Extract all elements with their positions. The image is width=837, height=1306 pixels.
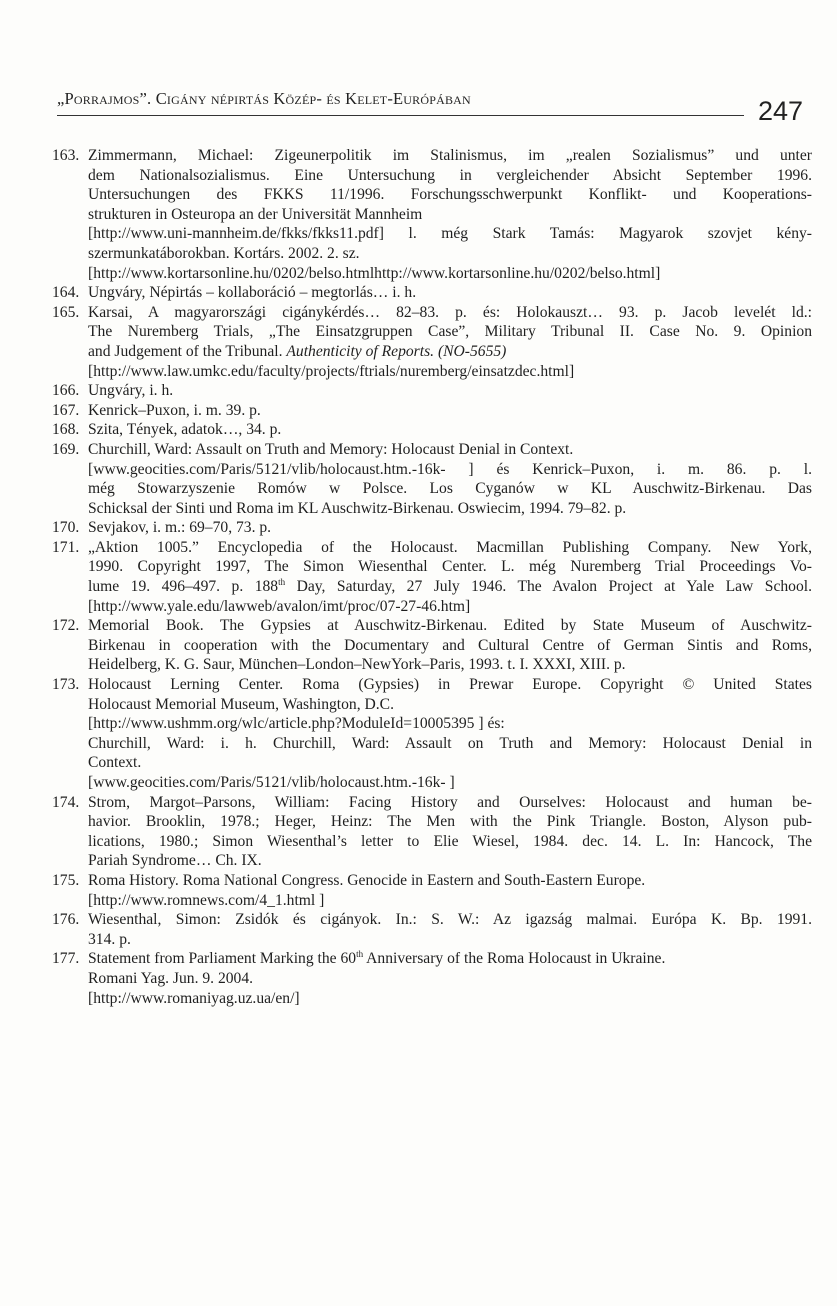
endnote-line-text: Roma History. Roma National Congress. Genocide in Eastern and South-Eastern Europe.	[88, 871, 646, 889]
endnote-line	[88, 224, 812, 244]
endnote-line-text: Statement from Parliament Marking the 60	[88, 950, 357, 968]
endnote-text	[88, 401, 812, 421]
endnote-line	[88, 832, 812, 852]
endnote	[52, 871, 812, 910]
endnote-italic-title: Authenticity of Reports. (NO-5655)	[286, 342, 507, 360]
endnote-line-text: szermunkatáborokban. Kortárs. 2002. 2. sz.	[88, 244, 360, 262]
endnote-line	[88, 557, 812, 577]
endnote-number: 172.	[52, 617, 80, 635]
endnotes-list	[52, 146, 812, 1008]
endnote	[52, 146, 812, 283]
endnote-text	[88, 303, 812, 381]
endnote-line-text: [www.geocities.com/Paris/5121/vlib/holocaust.htm.-16k- ] és Kenrick–Puxon, i. m. 86. p. l.	[88, 460, 812, 478]
endnote-number: 175.	[52, 871, 80, 889]
endnote	[52, 793, 812, 871]
endnote-line-text: [www.geocities.com/Paris/5121/vlib/holocaust.htm.-16k- ]	[88, 774, 455, 791]
endnote-line	[88, 264, 812, 284]
endnote-line	[88, 910, 812, 930]
endnote-text	[88, 949, 812, 1008]
endnote-number: 164.	[52, 284, 80, 302]
endnote	[52, 616, 812, 675]
endnote-line	[88, 342, 812, 362]
endnote-line	[88, 381, 812, 401]
endnote-line	[88, 420, 812, 440]
endnote-line-text: strukturen in Osteuropa an der Universität Mannheim	[88, 205, 423, 223]
endnote-line-text: lications, 1980.; Simon Wiesenthal’s letter to Elie Wiesel, 1984. dec. 14. L. In: Hancock, The	[88, 832, 812, 850]
endnote-line-text: [http://www.romnews.com/4_1.html ]	[88, 891, 325, 909]
endnote-text	[88, 871, 812, 910]
endnote-line-text: [http://www.kortarsonline.hu/0202/belso.htmlhttp://www.kortarsonline.hu/0202/belso.html]	[88, 264, 661, 282]
endnote-line-text: Holocaust Memorial Museum, Washington, D.C.	[88, 695, 394, 713]
endnote-line	[88, 479, 812, 499]
endnote-text	[88, 793, 812, 871]
endnote-line-text: The Nuremberg Trials, „The Einsatzgruppen Case”, Military Tribunal II. Case No. 9. Opinion	[88, 323, 812, 341]
endnote-line-text: Anniversary of the Roma Holocaust in Ukraine.	[363, 950, 666, 968]
endnote-line	[88, 675, 812, 695]
endnote-line	[88, 812, 812, 832]
header-rule	[57, 115, 744, 116]
endnote-line	[88, 969, 812, 989]
endnote-line-text: Strom, Margot–Parsons, William: Facing History and Ourselves: Holocaust and human be-	[88, 793, 812, 811]
endnote	[52, 518, 812, 538]
page-number: 247	[758, 96, 804, 126]
endnote-line	[88, 362, 812, 382]
endnote-line	[88, 930, 812, 950]
endnote-text	[88, 518, 812, 538]
endnote-line-text: Sevjakov, i. m.: 69–70, 73. p.	[88, 519, 272, 537]
endnote-text	[88, 283, 812, 303]
endnote-line	[88, 734, 812, 754]
endnote-line	[88, 616, 812, 636]
endnote-number: 169.	[52, 440, 80, 458]
endnote-line	[88, 851, 812, 871]
endnote-text	[88, 381, 812, 401]
endnote-line-text: Karsai, A magyarországi cigánykérdés… 82–83. p. és: Holokauszt… 93. p. Jacob levelét ld.:	[88, 303, 812, 321]
endnote-line	[88, 891, 812, 911]
endnote-line-text: Szita, Tények, adatok…, 34. p.	[88, 421, 282, 439]
endnote-line-text: Romani Yag. Jun. 9. 2004.	[88, 969, 254, 987]
endnote-line-text: [http://www.ushmm.org/wlc/article.php?ModuleId=10005395 ] és:	[88, 715, 505, 733]
endnote-line-text: Day, Saturday, 27 July 1946. The Avalon Project at Yale Law School.	[285, 578, 812, 596]
endnote-line-text: Untersuchungen des FKKS 11/1996. Forschungsschwerpunkt Konflikt- und Kooperations-	[88, 186, 812, 204]
endnote-line	[88, 636, 812, 656]
endnote-line	[88, 577, 812, 597]
endnote-number: 177.	[52, 950, 80, 968]
ordinal-superscript: th	[356, 949, 364, 960]
endnote-line-text: Heidelberg, K. G. Saur, München–London–NewYork–Paris, 1993. t. I. XXXI, XIII. p.	[88, 656, 626, 674]
endnote-line-text: Churchill, Ward: Assault on Truth and Memory: Holocaust Denial in Context.	[88, 440, 574, 458]
endnote-line	[88, 793, 812, 813]
endnote-line	[88, 244, 812, 264]
endnote-line	[88, 185, 812, 205]
endnote-text	[88, 440, 812, 518]
endnote	[52, 949, 812, 1008]
endnote-line-text: Pariah Syndrome… Ch. IX.	[88, 852, 262, 870]
endnote-line	[88, 753, 812, 773]
endnote-line	[88, 773, 812, 793]
endnote	[52, 381, 812, 401]
endnote-line-text: [http://www.law.umkc.edu/faculty/projects/ftrials/nuremberg/einsatzdec.html]	[88, 362, 575, 380]
endnote-line	[88, 499, 812, 519]
endnote-line	[88, 146, 812, 166]
endnote-text	[88, 910, 812, 949]
endnote-number: 173.	[52, 676, 80, 694]
endnote-line-text: [http://www.uni-mannheim.de/fkks/fkks11.pdf] l. még Stark Tamás: Magyarok szovjet kény-	[88, 225, 812, 243]
running-title: „Porrajmos”. Cigány népirtás Közép- és Kelet-Európában	[57, 89, 471, 108]
endnote-line	[88, 322, 812, 342]
endnote	[52, 910, 812, 949]
endnote-line	[88, 460, 812, 480]
endnote-line-text: Context.	[88, 754, 142, 772]
endnote	[52, 303, 812, 381]
endnote-text	[88, 420, 812, 440]
endnote-line-text: [http://www.yale.edu/lawweb/avalon/imt/proc/07-27-46.htm]	[88, 597, 471, 615]
endnote-line-text: Memorial Book. The Gypsies at Auschwitz-Birkenau. Edited by State Museum of Auschwitz-	[88, 617, 812, 635]
endnote-line-text: lume 19. 496–497. p. 188	[88, 578, 279, 596]
endnote-line-text: Churchill, Ward: i. h. Churchill, Ward: Assault on Truth and Memory: Holocaust Denial in	[88, 734, 812, 752]
endnote-line-text: [http://www.romaniyag.uz.ua/en/]	[88, 989, 300, 1007]
endnote-line	[88, 714, 812, 734]
endnote-line	[88, 655, 812, 675]
endnote-line-text: Kenrick–Puxon, i. m. 39. p.	[88, 401, 261, 419]
endnote	[52, 283, 812, 303]
endnote-number: 163.	[52, 147, 80, 164]
endnote-line	[88, 283, 812, 303]
endnote	[52, 538, 812, 616]
endnote-number: 168.	[52, 421, 80, 439]
endnote-line-text: Schicksal der Sinti und Roma im KL Auschwitz-Birkenau. Oswiecim, 1994. 79–82. p.	[88, 499, 627, 517]
endnote-line	[88, 401, 812, 421]
endnote-number: 176.	[52, 911, 80, 929]
endnote-line-text: 1990. Copyright 1997, The Simon Wiesenthal Center. L. még Nuremberg Trial Proceedings Vo-	[88, 558, 812, 576]
endnote-line	[88, 303, 812, 323]
endnote-line-text: „Aktion 1005.” Encyclopedia of the Holocaust. Macmillan Publishing Company. New York,	[88, 538, 812, 556]
endnote-text	[88, 616, 812, 675]
endnote-line-text: Birkenau in cooperation with the Documentary and Cultural Centre of German Sintis and Roms,	[88, 636, 812, 654]
endnote	[52, 440, 812, 518]
endnote-text	[88, 146, 812, 283]
endnote	[52, 401, 812, 421]
endnote-line	[88, 518, 812, 538]
endnote-line	[88, 440, 812, 460]
endnote-line	[88, 949, 812, 969]
endnote-line	[88, 538, 812, 558]
endnote-line-text: Ungváry, i. h.	[88, 382, 174, 400]
endnote-line-text: and Judgement of the Tribunal.	[88, 342, 287, 360]
endnote-line-text: 314. p.	[88, 930, 131, 948]
endnote-line	[88, 166, 812, 186]
endnote-number: 165.	[52, 303, 80, 321]
endnote-line	[88, 871, 812, 891]
endnote-line	[88, 695, 812, 715]
endnote-text	[88, 538, 812, 616]
endnote	[52, 420, 812, 440]
endnote-number: 167.	[52, 401, 80, 419]
endnote-line-text: Ungváry, Népirtás – kollaboráció – megtorlás… i. h.	[88, 284, 417, 302]
endnote-line-text: havior. Brooklin, 1978.; Heger, Heinz: The Men with the Pink Triangle. Boston, Alyson pub-	[88, 813, 812, 831]
endnote-line	[88, 597, 812, 617]
endnote-number: 170.	[52, 519, 80, 537]
ordinal-superscript: th	[278, 577, 286, 588]
endnote-line	[88, 989, 812, 1009]
endnote-line-text: Zimmermann, Michael: Zigeunerpolitik im Stalinismus, im „realen Sozialismus” und unter	[88, 147, 812, 164]
endnote-line-text: még Stowarzyszenie Romów w Polsce. Los Cyganów w KL Auschwitz-Birkenau. Das	[88, 480, 812, 498]
endnote-line-text: Wiesenthal, Simon: Zsidók és cigányok. In.: S. W.: Az igazság malmai. Európa K. Bp. 1991.	[88, 911, 812, 929]
endnote-line-text: dem Nationalsozialismus. Eine Untersuchung in vergleichender Absicht September 1996.	[88, 166, 812, 184]
endnote-number: 174.	[52, 793, 80, 811]
endnote-text	[88, 675, 812, 793]
endnote-number: 166.	[52, 382, 80, 400]
endnote	[52, 675, 812, 793]
endnote-number: 171.	[52, 538, 80, 556]
endnote-line-text: Holocaust Lerning Center. Roma (Gypsies) in Prewar Europe. Copyright © United States	[88, 676, 812, 694]
endnote-line	[88, 205, 812, 225]
